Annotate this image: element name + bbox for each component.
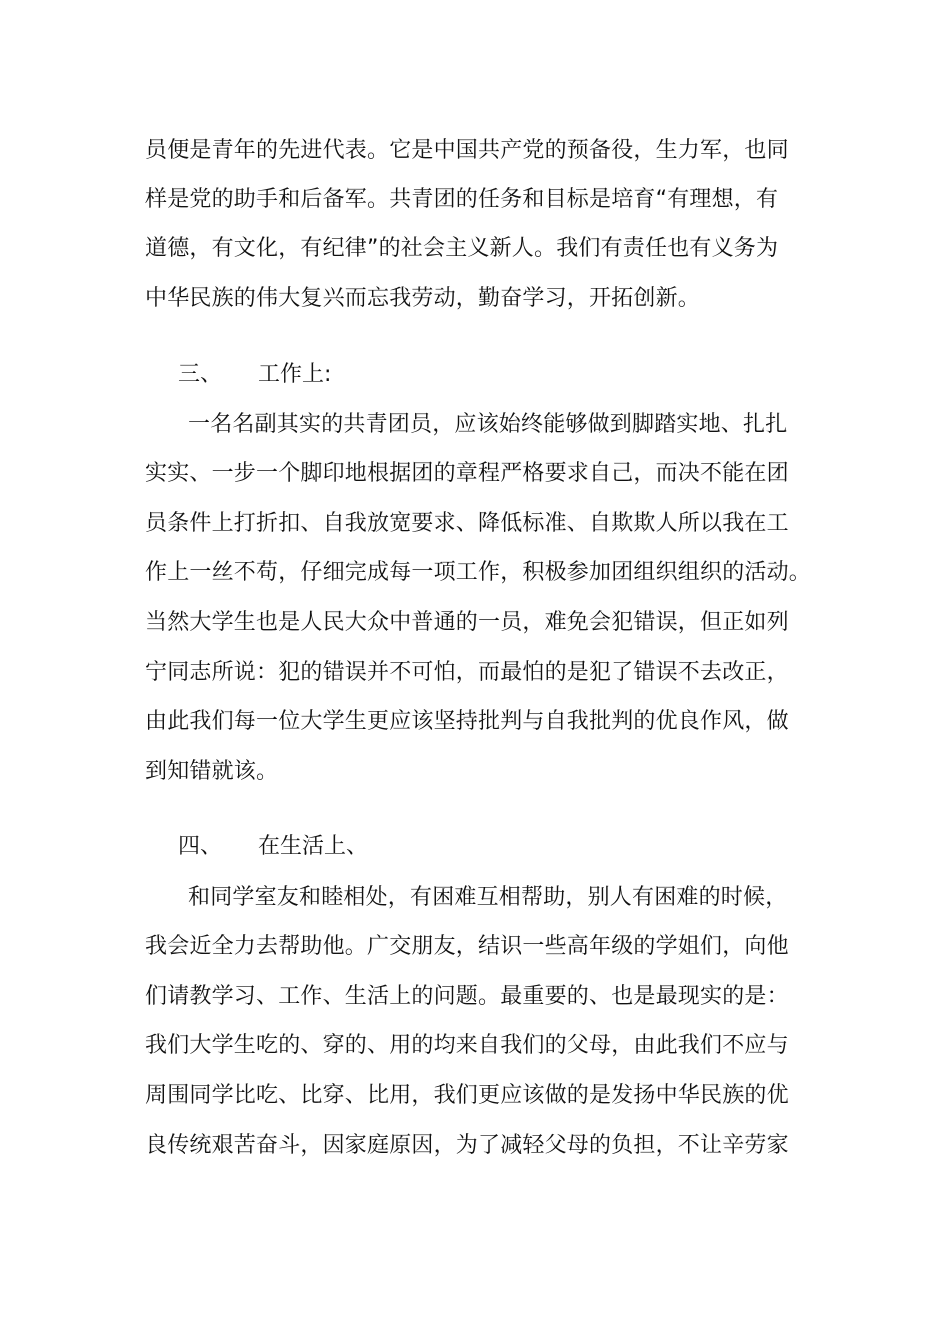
paragraph-line: 到知错就该。 (145, 759, 279, 784)
paragraph-line: 中华民族的伟大复兴而忘我劳动，勤奋学习，开拓创新。 (145, 286, 701, 311)
paragraph-line: 作上一丝不苟，仔细完成每一项工作，积极参加团组织组织的活动。 (145, 560, 812, 585)
paragraph-line: 宁同志所说：犯的错误并不可怕，而最怕的是犯了错误不去改正， (145, 660, 789, 685)
section-4-number: 四、 (178, 834, 223, 859)
paragraph-line: 周围同学比吃、比穿、比用，我们更应该做的是发扬中华民族的优 (145, 1083, 789, 1108)
paragraph-line: 实实、一步一个脚印地根据团的章程严格要求自己，而决不能在团 (145, 461, 789, 486)
paragraph-line: 我们大学生吃的、穿的、用的均来自我们的父母，由此我们不应与 (145, 1033, 789, 1058)
section-3-number: 三、 (178, 362, 223, 387)
paragraph-line: 一名名副其实的共青团员，应该始终能够做到脚踏实地、扎扎 (188, 412, 788, 437)
paragraph-line: 我会近全力去帮助他。广交朋友，结识一些高年级的学姐们，向他 (145, 934, 789, 959)
paragraph-line: 员条件上打折扣、自我放宽要求、降低标准、自欺欺人所以我在工 (145, 511, 789, 536)
paragraph-line: 由此我们每一位大学生更应该坚持批判与自我批判的优良作风，做 (145, 709, 789, 734)
section-3-title: 工作上: (258, 362, 332, 387)
paragraph-line: 员便是青年的先进代表。它是中国共产党的预备役，生力军，也同 (145, 138, 789, 163)
paragraph-line: 良传统艰苦奋斗，因家庭原因，为了减轻父母的负担，不让辛劳家 (145, 1133, 789, 1158)
paragraph-line: 们请教学习、工作、生活上的问题。最重要的、也是最现实的是： (145, 984, 789, 1009)
paragraph-line: 样是党的助手和后备军。共青团的任务和目标是培育“有理想，有 (145, 187, 779, 212)
paragraph-line: 和同学室友和睦相处，有困难互相帮助，别人有困难的时候， (188, 885, 788, 910)
paragraph-line: 道德，有文化，有纪律”的社会主义新人。我们有责任也有义务为 (145, 236, 779, 261)
section-4-title: 在生活上、 (258, 834, 369, 859)
paragraph-line: 当然大学生也是人民大众中普通的一员，难免会犯错误，但正如列 (145, 610, 789, 635)
